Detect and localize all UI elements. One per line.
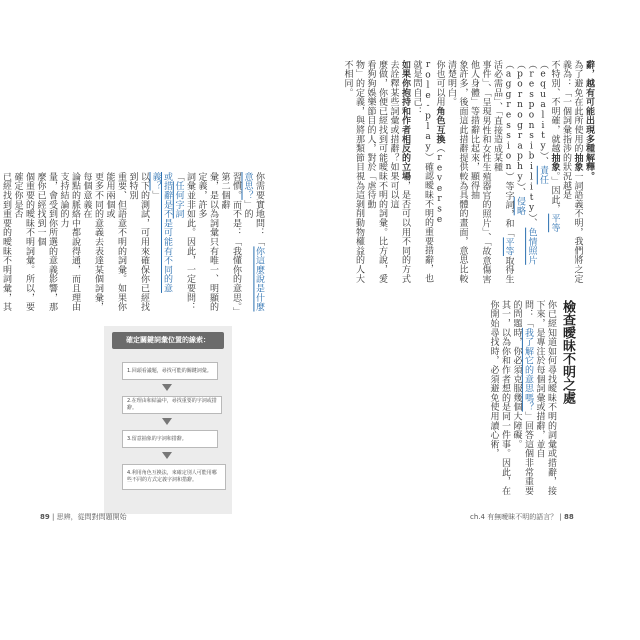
text-column: 象許多，後面這此措辭提供較為具體的畫面，意思比較清楚明白。 — [446, 60, 468, 284]
diagram-title: 確定關鍵詞彙位置的線索： — [112, 332, 224, 349]
text-column: 習慣。而不是：「我懂你的意思。」第二個辭 — [219, 172, 241, 317]
text-column: 已經找到重要的曖昧不明詞彙，其 — [1, 172, 11, 312]
chapter-title: 有無曖昧不明的語言？ — [487, 513, 558, 521]
book-title: 思辨，從問對問題開始 — [56, 513, 127, 521]
text-column: 或措辭是不是可能有不同的意義？」 — [150, 172, 172, 293]
highlight-term: 色情照片 — [526, 227, 537, 265]
arrow-down-icon — [162, 452, 172, 459]
highlight-term: 我了解它的意思嗎？ — [523, 327, 533, 412]
text-column: 你已經知道如何尋找曖昧不明的詞彙或措辭，接下來，是專注於每個詞彙或措辭，並自 — [534, 300, 556, 496]
arrow-down-icon — [162, 418, 172, 425]
diagram-step-1: 1.回頭看議題，尋找可能的關鍵詞彙。 — [122, 362, 218, 380]
text-column: 個重要的曖昧不明詞彙。所以，要確定你是否 — [12, 172, 34, 312]
page-number: 89 — [40, 513, 50, 521]
text-column: 以下的測試，可用來確保你已經找到特別 — [127, 172, 149, 312]
text-column: 量，會受到你所選的意義影響，那麼你已經找到一個 — [35, 172, 57, 312]
text-column: 不特別、不明確，就越抽象。」因此，平等（equality）、責任（responsibility）、色情照片 — [526, 60, 560, 265]
text-column: 你也可以用角色互換（reverse role-play）確認曖昧不明的重要措辭，也就是問自己： — [411, 60, 445, 283]
text-column: 彙，是以為詞彙只有唯一、明顯的定義，許多 — [196, 172, 218, 312]
text-column: 其一，以為你和作者想的是同一件事。因此，在你開始尋找時，必須避免使用讀心術， — [488, 300, 510, 496]
text-column: 物」的定義，與將那類節目視為這剝削動物權益的人大不相同。 — [342, 60, 364, 284]
text-column: 問：「我了解它的意思嗎？」回答這個非常重要的問題時，你必須克服幾個大障礙。 — [511, 300, 533, 496]
text-column: 為了避免在此所使用的抽象一詞語義不明，我們將之定義為：「一個詞彙指涉的狀況越是 — [561, 60, 583, 284]
right-body-text-lower — [488, 300, 556, 500]
left-body-text-lower — [54, 326, 100, 506]
arrow-down-icon — [162, 384, 172, 391]
section-title: 檢查曖昧不明之處 — [560, 300, 575, 404]
diagram-step-3: 3.留意抽象的字詞和措辭。 — [122, 430, 218, 448]
text-column: 更多不同的意義去表達某個詞彙，每個意義在 — [81, 172, 103, 312]
highlight-term: 侵略 — [515, 196, 525, 216]
text-column: 你需要實地問：「你這麼說是什麼意思？」的 — [242, 172, 264, 312]
chapter-label: ch.4 — [470, 513, 485, 521]
page-number: 88 — [564, 513, 574, 521]
left-body-text — [1, 172, 264, 320]
highlight-term: 任何字詞 — [173, 181, 184, 219]
highlight-term: 平等 — [503, 237, 514, 257]
right-page — [320, 0, 640, 640]
text-column: 論點的脈絡中都說得通，而且理由支持結論的力 — [58, 172, 80, 312]
text-column: 辭，越有可能出現多種解釋。 — [584, 60, 594, 181]
key-terms-diagram — [104, 326, 232, 514]
text-column: 麼做，你便已經找到可能曖昧不明的詞彙。比方說，愛看狗狗娛樂節目的人，對於「虐待動 — [365, 60, 387, 284]
diagram-step-4: 4.利用角色互換法，來確定別人可能用哪些不同的方式定義字詞和措辭。 — [122, 464, 226, 490]
diagram-step-2: 2.在理由和結論中，尋找重要的字詞或措辭。 — [122, 396, 222, 414]
text-column: 事件」、「呈現男性和女性生殖器官的照片」、「故意傷害他人身體」等措辭比起來，顯得抽 — [469, 60, 491, 284]
text-column: 重要、但語意不明的詞彙。如果你能用兩個或 — [104, 172, 126, 312]
text-column: 如果你抱持和作者相反的立場，是否可以用不同的方式去詮釋某些詞彙或措辭？如果可以這 — [388, 60, 410, 284]
left-footer: 89 | 思辨，從問對問題開始 — [40, 513, 127, 521]
right-body-text-upper — [342, 60, 594, 286]
highlight-term: 平等 — [549, 213, 560, 233]
text-column: 詞彙並非如此。因此，一定要問：「任何字詞 — [173, 172, 195, 312]
text-column: （pornography）、侵略（aggression）等字詞，和「平等取得生活必需品」、「直接造成某種 — [492, 60, 525, 284]
highlight-term: 或措辭是不是可能有不同的意義？ — [150, 172, 172, 293]
right-footer: ch.4 有無曖昧不明的語言？ | 88 — [470, 513, 574, 521]
highlight-term: 你這麼說是什麼意思？ — [242, 172, 264, 312]
highlight-term: 責任 — [538, 165, 548, 185]
